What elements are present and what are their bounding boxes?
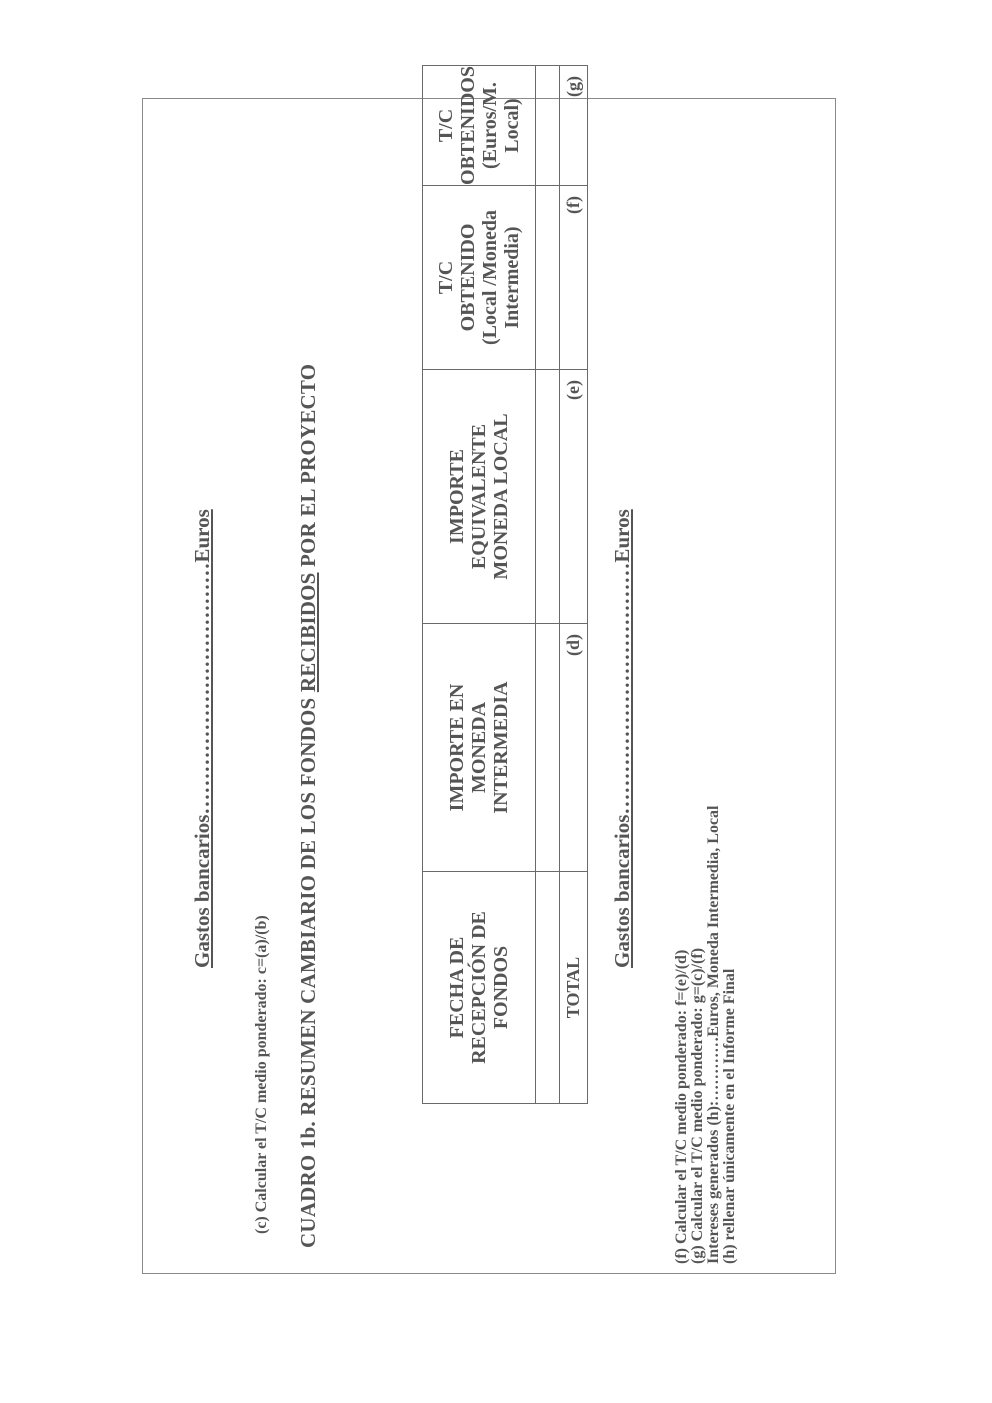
bank-fees-dots: ……………………………… bbox=[610, 562, 634, 815]
total-row bbox=[559, 66, 587, 1104]
table-title bbox=[296, 364, 321, 1248]
total-label: TOTAL bbox=[559, 872, 587, 1104]
landscape-content bbox=[142, 66, 836, 1274]
footnote-f: (f) Calcular el T/C medio ponderado: f=(e)/(d) bbox=[673, 949, 690, 1264]
cell-tc-euros[interactable] bbox=[536, 66, 560, 186]
header-line: T/C OBTENIDOS bbox=[435, 66, 480, 185]
bank-fees-label: Gastos bancarios bbox=[190, 814, 214, 968]
bank-fees-line-top bbox=[190, 509, 215, 968]
header-line: FONDOS bbox=[490, 945, 513, 1030]
title-suffix: POR EL PROYECTO bbox=[296, 363, 320, 573]
bank-fees-unit: Euros bbox=[610, 509, 634, 563]
title-prefix: CUADRO 1b. RESUMEN CAMBIARIO DE LOS FONDOS bbox=[296, 692, 320, 1248]
header-fecha bbox=[423, 872, 536, 1104]
header-line: IMPORTE EN bbox=[446, 683, 469, 812]
total-code-g: (g) bbox=[559, 66, 587, 186]
bank-fees-line-bottom bbox=[610, 509, 635, 968]
total-code-d: (d) bbox=[559, 624, 587, 872]
header-importe-local bbox=[423, 370, 536, 624]
footnote-interest: Intereses generados (h):…………Euros, Moneda Intermedia, Local bbox=[705, 805, 722, 1264]
header-line: FECHA DE bbox=[446, 936, 469, 1039]
header-importe-intermedia bbox=[423, 624, 536, 872]
footnote-g: (g) Calcular el T/C medio ponderado: g=(c)/(f) bbox=[689, 947, 706, 1264]
exchange-summary-table bbox=[422, 65, 588, 1104]
cell-tc-local[interactable] bbox=[536, 186, 560, 370]
header-line: EQUIVALENTE bbox=[468, 423, 491, 570]
header-tc-local-intermedia bbox=[423, 186, 536, 370]
cell-fecha[interactable] bbox=[536, 872, 560, 1104]
title-underlined: RECIBIDOS bbox=[296, 572, 320, 693]
footnote-h: (h) rellenar únicamente en el Informe Final bbox=[721, 968, 738, 1264]
bank-fees-unit: Euros bbox=[190, 509, 214, 563]
header-line: RECEPCIÓN DE bbox=[468, 911, 491, 1064]
data-row bbox=[536, 66, 560, 1104]
header-line: T/C bbox=[435, 260, 458, 295]
header-line: OBTENIDO bbox=[457, 223, 480, 332]
cell-importe-local[interactable] bbox=[536, 370, 560, 624]
bank-fees-label: Gastos bancarios bbox=[610, 814, 634, 968]
header-line: IMPORTE bbox=[446, 449, 469, 544]
note-c: (c) Calcular el T/C medio ponderado: c=(a)/(b) bbox=[253, 915, 270, 1234]
bank-fees-dots: ……………………………… bbox=[190, 562, 214, 815]
header-line: (Euros/M. Local) bbox=[479, 82, 524, 169]
header-line: Intermedia) bbox=[501, 226, 524, 329]
header-line: MONEDA LOCAL bbox=[490, 413, 513, 580]
total-code-e: (e) bbox=[559, 370, 587, 624]
cell-importe-intermedia[interactable] bbox=[536, 624, 560, 872]
header-row bbox=[423, 66, 536, 1104]
header-line: INTERMEDIA bbox=[490, 681, 513, 814]
header-line: MONEDA bbox=[468, 701, 491, 794]
total-code-f: (f) bbox=[559, 186, 587, 370]
header-line: (Local /Moneda bbox=[479, 210, 502, 345]
header-tc-euros bbox=[423, 66, 536, 186]
